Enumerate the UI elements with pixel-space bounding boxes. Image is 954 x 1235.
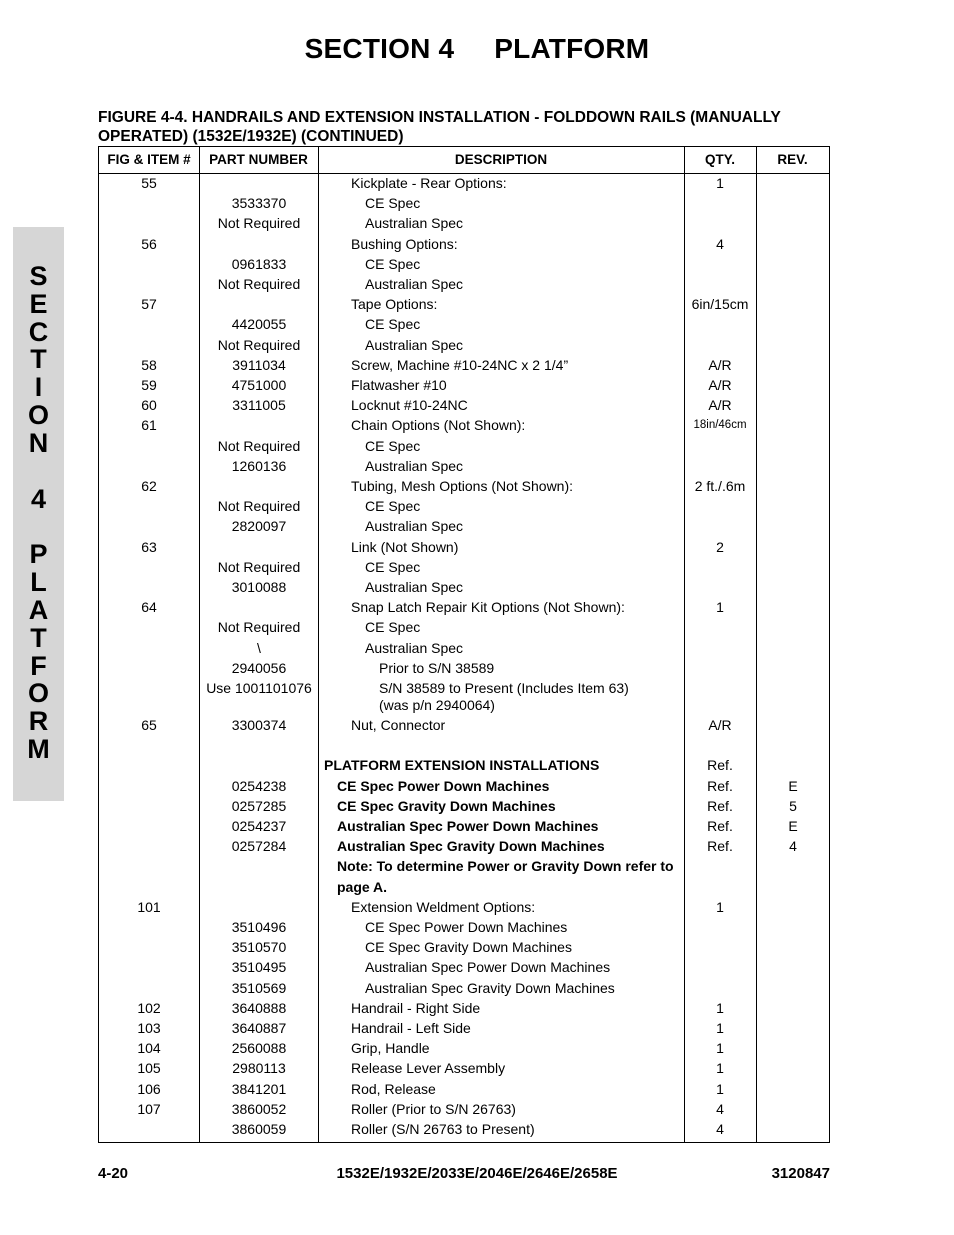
- parts-table: [98, 146, 830, 1143]
- side-tab-letter: E: [29, 288, 48, 319]
- fig-item-cell: 107: [137, 1100, 161, 1117]
- description-cell: [320, 377, 682, 394]
- qty-cell: 1: [716, 999, 724, 1016]
- description-text: Handrail - Left Side: [351, 1020, 471, 1036]
- description-cell: [320, 939, 682, 956]
- description-cell: [320, 498, 682, 515]
- part-number-cell: 0961833: [231, 255, 287, 272]
- description-cell: [320, 478, 682, 495]
- side-tab-letter: A: [28, 594, 49, 625]
- part-number-cell: 2980113: [232, 1060, 286, 1077]
- part-number-cell: \: [257, 639, 261, 656]
- qty-cell: 1: [716, 599, 724, 616]
- description-text: Australian Spec: [365, 457, 464, 474]
- side-tab-letter: N: [28, 427, 49, 458]
- description-cell: [320, 579, 682, 596]
- description-text: Release Lever Assembly: [351, 1060, 506, 1077]
- description-text: Tape Options:: [351, 296, 438, 313]
- part-number-cell: 3841201: [231, 1080, 287, 1097]
- description-cell: [320, 316, 682, 333]
- side-tab-letter: L: [30, 567, 47, 598]
- part-number-cell: 3311005: [232, 397, 286, 414]
- description-cell: [320, 357, 682, 374]
- description-text: Prior to S/N 38589: [379, 659, 495, 676]
- fig-item-cell: 103: [137, 1020, 161, 1036]
- description-text: CE Spec Power Down Machines: [337, 777, 550, 794]
- description-text: Extension Weldment Options:: [351, 898, 536, 915]
- description-cell: [320, 438, 682, 455]
- qty-cell: Ref.: [707, 818, 733, 834]
- column-divider: [318, 147, 319, 1142]
- description-text: Australian Spec Power Down Machines: [337, 818, 599, 834]
- column-divider: [756, 147, 757, 1142]
- description-text: Australian Spec: [365, 336, 464, 353]
- side-tab-letter: R: [28, 706, 49, 737]
- side-tab-letter: F: [30, 650, 47, 681]
- part-number-cell: 4751000: [231, 377, 287, 393]
- description-cell: [320, 296, 682, 313]
- description-text: CE Spec: [365, 437, 421, 454]
- section-number: SECTION 4: [304, 33, 455, 64]
- qty-cell: 4: [716, 1121, 724, 1137]
- description-text: CE Spec: [365, 316, 421, 333]
- description-cell: [320, 417, 682, 434]
- description-cell: [320, 195, 682, 212]
- description-text: Screw, Machine #10-24NC x 2 1/4”: [351, 356, 569, 373]
- description-cell: [320, 818, 682, 835]
- part-number-cell: 3510495: [231, 959, 287, 976]
- qty-cell: 1: [716, 1060, 724, 1077]
- description-cell: [320, 959, 682, 976]
- fig-item-cell: 101: [137, 898, 161, 915]
- description-cell: [320, 559, 682, 576]
- fig-item-cell: 64: [141, 599, 157, 616]
- description-cell: [320, 215, 682, 232]
- description-text: Roller (Prior to S/N 26763): [351, 1100, 516, 1117]
- part-number-cell: 0257284: [231, 838, 287, 855]
- description-cell: [320, 236, 682, 253]
- qty-cell: 1: [716, 175, 724, 191]
- description-cell: [320, 397, 682, 414]
- qty-cell: Ref.: [707, 757, 733, 774]
- qty-cell: 1: [716, 1020, 724, 1036]
- part-number-cell: 3533370: [231, 195, 287, 212]
- description-text: Rod, Release: [351, 1080, 436, 1097]
- qty-cell: A/R: [708, 717, 732, 734]
- description-cell: [320, 798, 682, 815]
- rev-cell: 5: [789, 797, 797, 814]
- description-text: CE Spec: [365, 255, 421, 272]
- description-text: CE Spec: [365, 498, 421, 515]
- description-cell: [320, 660, 682, 677]
- fig-item-cell: 56: [141, 235, 157, 252]
- part-number-cell: Not Required: [217, 276, 301, 292]
- qty-cell: 6in/15cm: [691, 296, 749, 313]
- section-side-tab: [13, 227, 64, 801]
- description-text: Australian Spec: [365, 215, 464, 232]
- description-cell: [320, 757, 682, 774]
- part-number-cell: 3510496: [231, 919, 287, 935]
- qty-cell: 4: [716, 235, 724, 252]
- description-text: Bushing Options:: [351, 235, 458, 252]
- description-text: S/N 38589 to Present (Includes Item 63): [379, 680, 629, 696]
- section-heading: [0, 33, 954, 65]
- description-text: Link (Not Shown): [351, 538, 459, 555]
- description-text: Chain Options (Not Shown):: [351, 417, 526, 434]
- part-number-cell: Not Required: [217, 336, 301, 353]
- description-text: CE Spec: [365, 195, 421, 212]
- qty-cell: A/R: [708, 397, 732, 414]
- description-text: CE Spec Gravity Down Machines: [337, 797, 556, 814]
- qty-cell: 18in/46cm: [693, 419, 747, 432]
- description-text: CE Spec Gravity Down Machines: [365, 939, 572, 956]
- description-text: PLATFORM EXTENSION INSTALLATIONS: [324, 757, 600, 774]
- description-cell: [320, 518, 682, 535]
- fig-item-cell: 58: [141, 356, 157, 373]
- part-number-cell: 3640888: [231, 999, 287, 1016]
- fig-item-cell: 61: [141, 417, 157, 434]
- table-header: [99, 147, 829, 174]
- description-text: Australian Spec: [365, 276, 464, 292]
- part-number-cell: Use 1001101076: [206, 680, 312, 696]
- description-cell: [320, 1121, 682, 1138]
- description-text: page A.: [337, 878, 388, 895]
- part-number-cell: 3640887: [231, 1020, 287, 1036]
- fig-item-cell: 63: [141, 538, 157, 555]
- qty-cell: 1: [716, 1080, 724, 1097]
- description-text: Snap Latch Repair Kit Options (Not Shown):: [351, 599, 625, 616]
- side-tab-letter: T: [30, 344, 47, 375]
- description-text: Handrail - Right Side: [351, 999, 481, 1016]
- description-text: Australian Spec: [365, 639, 464, 656]
- fig-item-cell: 59: [141, 377, 157, 393]
- qty-cell: 4: [716, 1100, 724, 1117]
- part-number-cell: 0254238: [231, 777, 287, 794]
- description-text: Locknut #10-24NC: [351, 397, 468, 414]
- description-cell: [320, 1081, 682, 1098]
- description-cell: [320, 980, 682, 997]
- part-number-cell: 0254237: [231, 818, 287, 834]
- part-number-cell: 3911034: [232, 356, 286, 373]
- rev-cell: E: [788, 818, 798, 834]
- fig-item-cell: 60: [141, 397, 157, 414]
- description-text: CE Spec: [365, 558, 421, 575]
- description-cell: [320, 539, 682, 556]
- qty-cell: A/R: [708, 356, 732, 373]
- description-text: CE Spec Power Down Machines: [365, 919, 568, 935]
- description-text: Nut, Connector: [351, 717, 446, 734]
- description-cell: [320, 1101, 682, 1118]
- description-text: Note: To determine Power or Gravity Down refer to: [337, 858, 674, 875]
- description-text: Australian Spec Gravity Down Machines: [365, 979, 615, 996]
- description-cell: [320, 1040, 682, 1057]
- description-cell: [320, 838, 682, 855]
- description-cell: [320, 619, 682, 636]
- description-cell: [320, 899, 682, 916]
- part-number-cell: Not Required: [217, 498, 301, 515]
- header-qty: QTY.: [704, 152, 735, 167]
- fig-item-cell: 102: [137, 999, 161, 1016]
- description-text: Roller (S/N 26763 to Present): [351, 1121, 535, 1137]
- description-cell: [320, 717, 682, 734]
- description-cell: [320, 778, 682, 795]
- description-cell: [320, 458, 682, 475]
- qty-cell: 2 ft./.6m: [694, 478, 746, 494]
- description-cell: [320, 680, 682, 714]
- side-tab-letter: C: [28, 316, 49, 347]
- description-text: CE Spec: [365, 619, 421, 636]
- side-tab-letter: I: [34, 372, 43, 403]
- qty-cell: Ref.: [707, 777, 733, 794]
- description-cell: [320, 276, 682, 293]
- qty-cell: 2: [716, 538, 724, 555]
- description-text: Australian Spec Gravity Down Machines: [337, 838, 605, 855]
- part-number-cell: Not Required: [217, 215, 301, 232]
- description-cell: [320, 337, 682, 354]
- part-number-cell: 3860052: [231, 1100, 287, 1117]
- qty-cell: 1: [716, 898, 724, 915]
- qty-cell: A/R: [708, 377, 732, 393]
- part-number-cell: Not Required: [217, 619, 301, 636]
- part-number-cell: 2820097: [231, 518, 287, 535]
- description-cell: [320, 1000, 682, 1017]
- side-tab-letter: S: [29, 261, 48, 291]
- part-number-cell: 1260136: [231, 457, 287, 474]
- fig-item-cell: 65: [141, 717, 157, 734]
- qty-cell: 1: [716, 1040, 724, 1057]
- side-tab-letter: [13, 458, 64, 486]
- figure-title: FIGURE 4-4. HANDRAILS AND EXTENSION INSTALLATION - FOLDDOWN RAILS (MANUALLY OPERATED) (1532E/1932E) (CONTINUED): [98, 109, 781, 145]
- description-text: Tubing, Mesh Options (Not Shown):: [351, 478, 574, 494]
- part-number-cell: 4420055: [231, 316, 287, 333]
- description-cell: [320, 858, 682, 875]
- description-text: Australian Spec Power Down Machines: [365, 959, 611, 976]
- header-part-number: PART NUMBER: [209, 152, 308, 167]
- side-tab-letter: [13, 513, 64, 541]
- description-cell: [320, 256, 682, 273]
- description-cell: [320, 879, 682, 896]
- section-name: PLATFORM: [494, 33, 650, 64]
- description-text-continued: (was p/n 2940064): [379, 697, 495, 713]
- description-cell: [320, 599, 682, 616]
- part-number-cell: 3010088: [231, 579, 287, 595]
- part-number-cell: 3860059: [231, 1121, 287, 1137]
- fig-item-cell: 106: [137, 1080, 161, 1097]
- description-text: Australian Spec: [365, 518, 464, 535]
- page-number: 4-20: [98, 1165, 129, 1182]
- header-fig-item: FIG & ITEM #: [107, 152, 191, 167]
- side-tab-letter: O: [27, 678, 49, 709]
- part-number-cell: Not Required: [217, 437, 301, 454]
- fig-item-cell: 55: [141, 175, 157, 191]
- description-text: Kickplate - Rear Options:: [351, 175, 507, 191]
- fig-item-cell: 62: [141, 478, 157, 494]
- part-number-cell: 2560088: [231, 1040, 287, 1057]
- part-number-cell: 3300374: [231, 717, 287, 734]
- rev-cell: E: [788, 777, 798, 794]
- side-tab-letter: P: [29, 539, 48, 570]
- part-number-cell: 3510569: [231, 979, 287, 996]
- fig-item-cell: 105: [137, 1060, 161, 1077]
- header-description: DESCRIPTION: [454, 152, 548, 167]
- part-number-cell: Not Required: [217, 558, 301, 575]
- qty-cell: Ref.: [707, 797, 733, 814]
- model-list: 1532E/1932E/2033E/2046E/2646E/2658E: [336, 1165, 618, 1182]
- header-rev: REV.: [777, 152, 808, 167]
- description-text: Australian Spec: [365, 579, 464, 595]
- fig-item-cell: 57: [141, 296, 157, 313]
- part-number-cell: 0257285: [231, 797, 287, 814]
- part-number-cell: 3510570: [231, 939, 287, 956]
- rev-cell: 4: [789, 838, 797, 855]
- side-tab-letter: T: [30, 622, 47, 653]
- description-cell: [320, 175, 682, 192]
- description-cell: [320, 1060, 682, 1077]
- description-cell: [320, 919, 682, 936]
- document-number: 3120847: [771, 1165, 830, 1182]
- description-cell: [320, 1020, 682, 1037]
- part-number-cell: 2940056: [231, 659, 287, 676]
- side-tab-letter: O: [27, 399, 49, 430]
- fig-item-cell: 104: [137, 1040, 161, 1057]
- description-text: Flatwasher #10: [351, 377, 447, 393]
- description-cell: [320, 640, 682, 657]
- description-text: Grip, Handle: [351, 1040, 430, 1057]
- side-tab-letter: M: [27, 733, 50, 764]
- side-tab-letter: 4: [30, 483, 47, 514]
- qty-cell: Ref.: [707, 838, 733, 855]
